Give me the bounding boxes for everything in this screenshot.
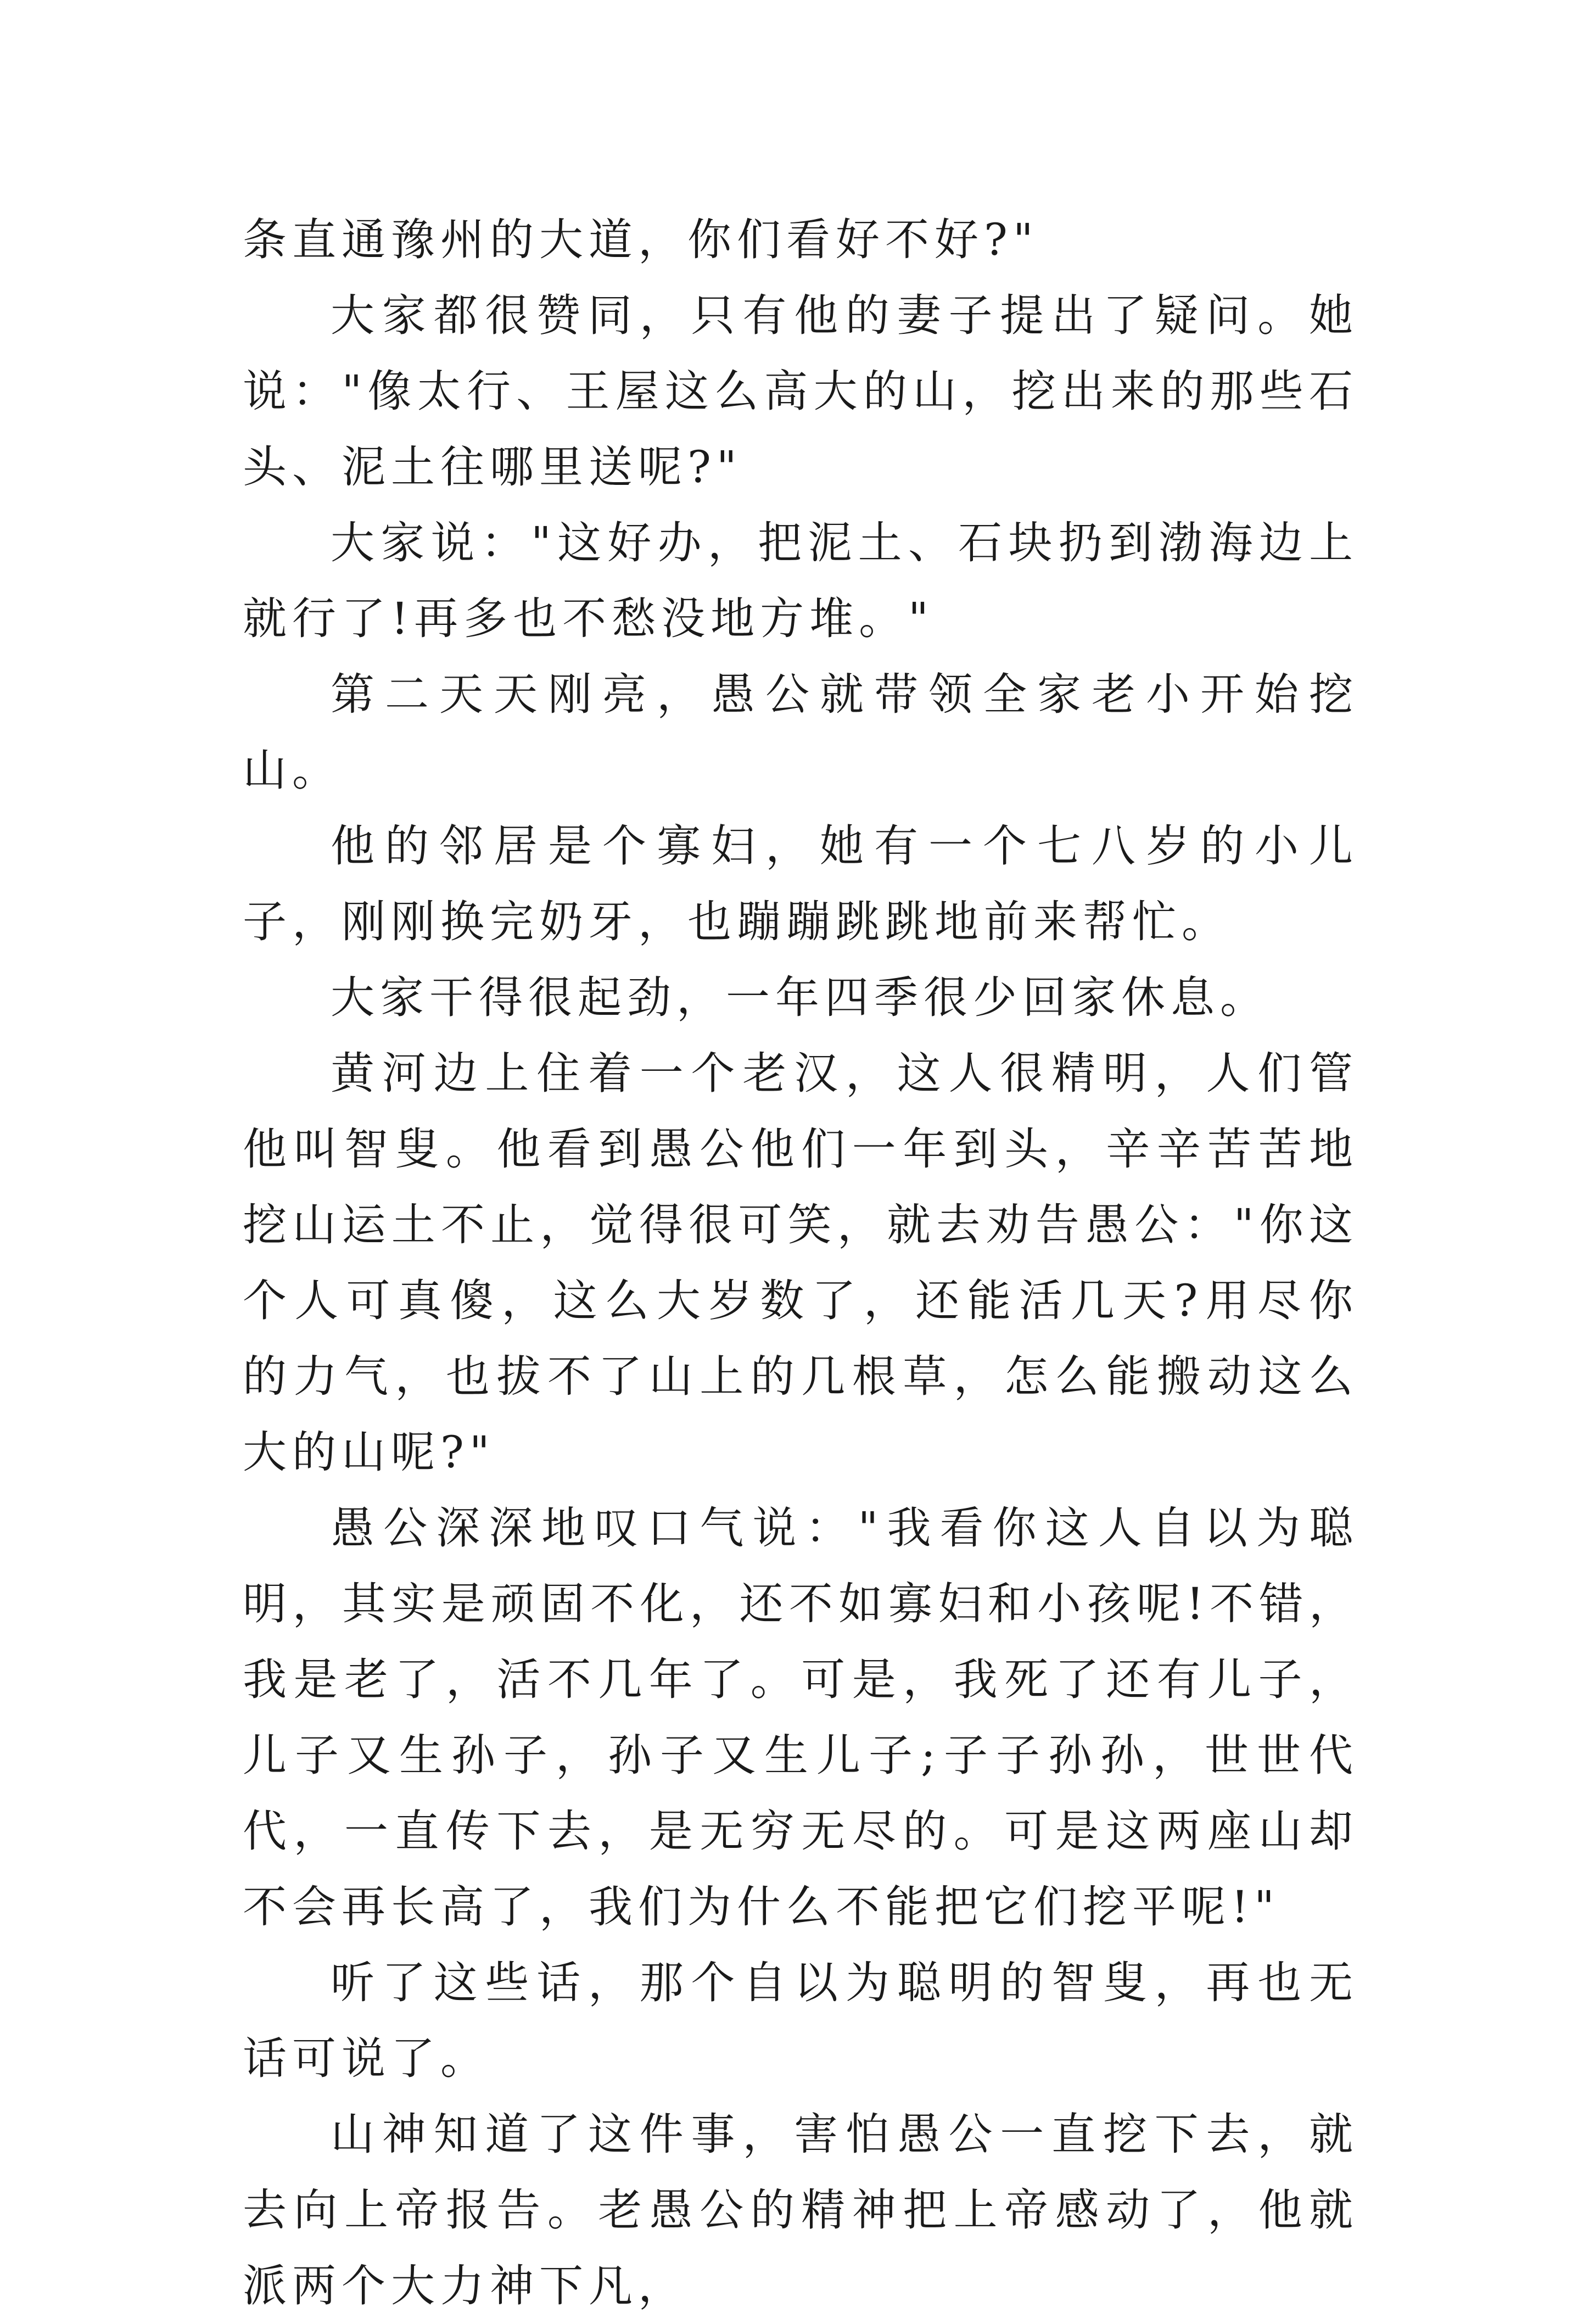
paragraph-4: 第二天天刚亮，愚公就带领全家老小开始挖山。 bbox=[243, 669, 1358, 796]
paragraph-7: 黄河边上住着一个老汉，这人很精明，人们管他叫智叟。他看到愚公他们一年到头，辛辛苦苦地挖山运土不止，觉得很可笑，就去劝告愚公："你这个人可真傻，这么大岁数了，还能活几天?用尽你的力气，也拔不了山上的几根草，怎么能搬动这么大的山呢?" bbox=[243, 1048, 1358, 1478]
paragraph-10: 山神知道了这件事，害怕愚公一直挖下去，就去向上帝报告。老愚公的精神把上帝感动了，他就派两个大力神下凡， bbox=[243, 2109, 1358, 2311]
story-text bbox=[243, 202, 1358, 2324]
paragraph-6: 大家干得很起劲，一年四季很少回家休息。 bbox=[331, 972, 1269, 1023]
paragraph-2: 大家都很赞同，只有他的妻子提出了疑问。她说："像太行、王屋这么高大的山，挖出来的那些石头、泥土往哪里送呢?" bbox=[243, 290, 1358, 493]
paragraph-9: 听了这些话，那个自以为聪明的智叟，再也无话可说了。 bbox=[243, 1957, 1358, 2084]
paragraph-1: 条直通豫州的大道，你们看好不好?" bbox=[243, 214, 1039, 265]
paragraph-8: 愚公深深地叹口气说："我看你这人自以为聪明，其实是顽固不化，还不如寡妇和小孩呢!不错，我是老了，活不几年了。可是，我死了还有儿子，儿子又生孙子，孙子又生儿子;子子孙孙，世世代代，一直传下去，是无穷无尽的。可是这两座山却不会再长高了，我们为什么不能把它们挖平呢!" bbox=[243, 1502, 1358, 1932]
paragraph-3: 大家说："这好办，把泥土、石块扔到渤海边上就行了!再多也不愁没地方堆。" bbox=[243, 517, 1358, 644]
paragraph-5: 他的邻居是个寡妇，她有一个七八岁的小儿子，刚刚换完奶牙，也蹦蹦跳跳地前来帮忙。 bbox=[243, 820, 1358, 947]
